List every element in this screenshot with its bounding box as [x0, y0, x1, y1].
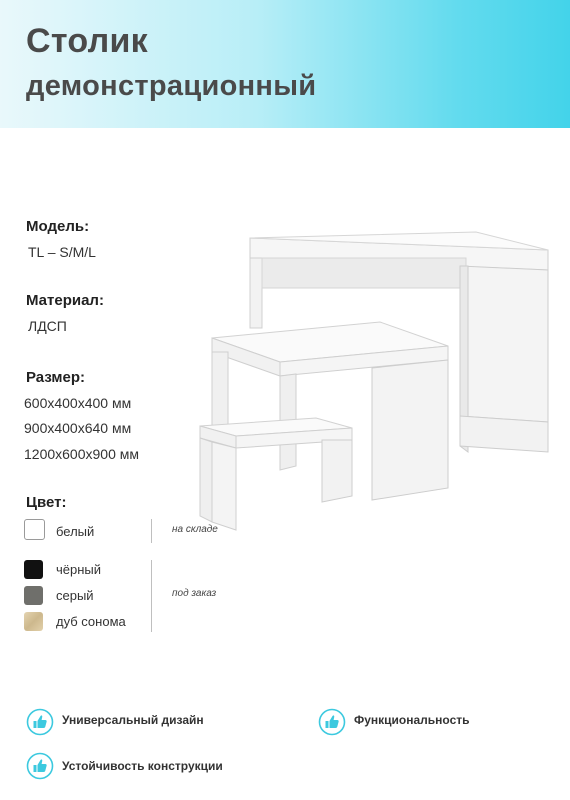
model-label: Модель:: [26, 218, 90, 235]
nesting-tables-illustration: [196, 226, 556, 538]
size-value-medium: 900х400х640 мм: [24, 420, 132, 436]
sonoma-oak-swatch: [24, 612, 43, 631]
feature-stability: Устойчивость конструкции: [62, 759, 223, 773]
material-label: Материал:: [26, 292, 104, 309]
color-sonoma-label: дуб сонома: [56, 614, 126, 629]
feature-universal-design: Универсальный дизайн: [62, 713, 204, 727]
size-value-large: 1200х600х900 мм: [24, 446, 140, 462]
thumbs-up-icon: [26, 752, 54, 780]
feature-functionality: Функциональность: [354, 713, 470, 727]
size-label: Размер:: [26, 369, 86, 386]
color-label: Цвет:: [26, 494, 67, 511]
page-subtitle: демонстрационный: [26, 70, 317, 102]
color-black-label: чёрный: [56, 562, 102, 577]
grey-swatch: [24, 586, 43, 605]
in-stock-note: на складе: [172, 524, 218, 535]
header-banner: [0, 0, 570, 128]
black-swatch: [24, 560, 43, 579]
divider-on-order: [151, 560, 152, 632]
color-grey-label: серый: [56, 588, 94, 603]
thumbs-up-icon: [318, 708, 346, 736]
size-value-small: 600х400х400 мм: [24, 395, 132, 411]
divider-in-stock: [151, 519, 152, 543]
small-table: [200, 418, 352, 530]
material-value: ЛДСП: [28, 318, 67, 334]
thumbs-up-icon: [26, 708, 54, 736]
model-value: TL – S/M/L: [28, 244, 96, 260]
on-order-note: под заказ: [172, 588, 217, 599]
white-swatch: [24, 519, 45, 540]
page-title: Столик: [26, 22, 148, 60]
color-white-label: белый: [56, 524, 95, 539]
